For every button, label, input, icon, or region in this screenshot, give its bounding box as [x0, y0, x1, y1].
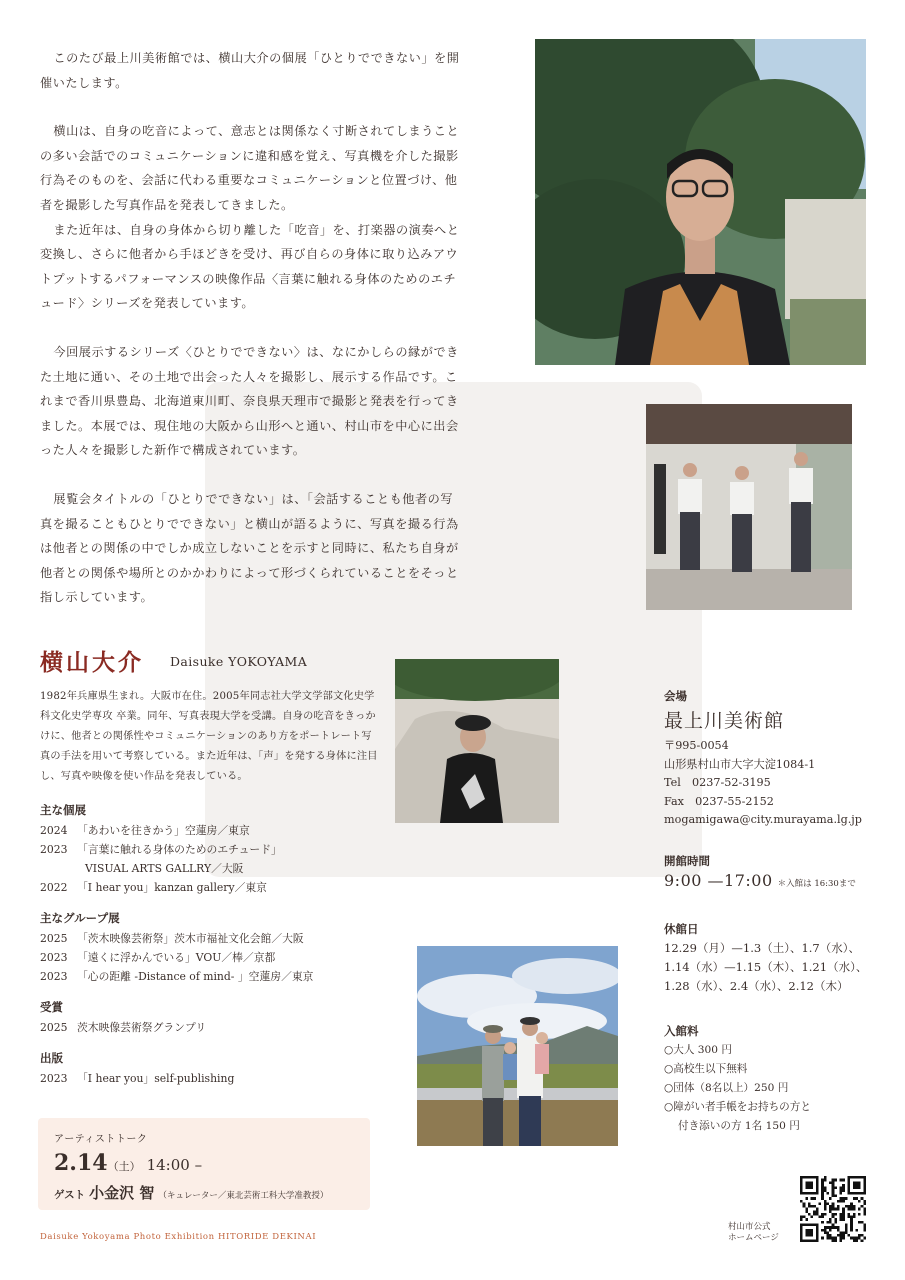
cv-row	[40, 1069, 400, 1088]
talk-label: アーティストトーク	[54, 1134, 148, 1145]
cv-text: 茨木映像芸術祭グランプリ	[77, 1021, 207, 1034]
closed-info	[664, 921, 884, 996]
qr-label	[728, 1222, 779, 1244]
intro-paragraph: 展覧会タイトルの「ひとりでできない」は、「会話することも他者の写真を撮ることもひとりでできない」と横山が語るように、写真を撮る行為は他者との関係の中でしか成立しないことを示すと同時に、私たち自身が他者との関係や場所とのかかわりによって形づくられていることをそっと指し示しています。	[40, 491, 459, 605]
intro-paragraph: このたび最上川美術館では、横山大介の個展「ひとりでできない」を開催いたします。	[40, 51, 460, 90]
venue-name: 最上川美術館	[664, 710, 785, 732]
artist-cv	[40, 802, 400, 1101]
venue-postal: 〒995-0054	[664, 739, 729, 752]
artist-bio: 1982年兵庫県生まれ。大阪市在住。2005年同志社大学文学部文化史学科文化史学専攻 卒業。同年、写真表現大学を受講。自身の吃音をきっかけに、他者との関係性やコミュニケーションのあり方をポートレート写真の手法を用いて考察している。また近年は、「声」を発する身体に注目し、写真や映像を使い作品を発表している。	[40, 691, 378, 782]
fees-info	[664, 1023, 884, 1136]
fees-heading: 入館料	[664, 1024, 699, 1038]
cv-row	[40, 1018, 400, 1037]
cv-year: 2022	[40, 881, 68, 894]
cv-heading: 主な個展	[40, 803, 86, 817]
qr-label-line: 村山市公式	[728, 1222, 771, 1232]
footer-title: Daisuke Yokoyama Photo Exhibition HITORIDE DEKINAI	[40, 1232, 317, 1242]
artist-name-ja: 横山大介	[40, 649, 144, 676]
talk-time: 14:00 –	[146, 1156, 203, 1174]
cv-year: 2025	[40, 932, 68, 945]
cv-row	[40, 840, 400, 859]
talk-dow: （土）	[107, 1160, 141, 1173]
venue-tel: Tel 0237-52-3195	[664, 776, 771, 789]
cv-text: 「心の距離 -Distance of mind- 」空蓮房／東京	[77, 970, 314, 983]
qr-code-icon	[800, 1176, 866, 1242]
venue-info	[664, 688, 884, 830]
cv-text: 「茨木映像芸術祭」茨木市福祉文化会館／大阪	[77, 932, 304, 945]
hours-time: 9:00 —17:00	[664, 871, 773, 890]
artist-talk-box	[38, 1118, 370, 1210]
cv-awards-section	[40, 999, 400, 1037]
cv-text: VISUAL ARTS GALLRY／大阪	[85, 862, 244, 875]
cv-text: 「I hear you」kanzan gallery／東京	[77, 881, 267, 894]
intro-paragraph: 今回展示するシリーズ〈ひとりでできない〉は、なにかしらの縁ができた土地に通い、その土地で出会った人々を撮影し、展示する作品です。これまで香川県豊島、北海道東川町、奈良県天理市で撮影と発表を行ってきました。本展では、現住地の大阪から山形へと通い、村山市を中心に出会った人々を撮影した新作で構成されています。	[40, 344, 459, 458]
artist-photo	[395, 659, 559, 823]
cv-heading: 主なグループ展	[40, 911, 120, 925]
cv-row	[40, 967, 400, 986]
fee-line: ○大人 300 円	[664, 1044, 732, 1056]
cv-pub-section	[40, 1050, 400, 1088]
closed-heading: 休館日	[664, 922, 699, 936]
cv-row	[40, 929, 400, 948]
guest-label: ゲスト	[54, 1189, 86, 1201]
closed-line: 1.28（水）、2.4（水）、2.12（木）	[664, 979, 849, 993]
qr-label-line: ホームページ	[728, 1233, 779, 1243]
cv-year: 2025	[40, 1021, 68, 1034]
venue-email: mogamigawa@city.murayama.lg.jp	[664, 813, 862, 826]
family-photo	[417, 946, 618, 1146]
closed-line: 12.29（月）—1.3（土）、1.7（水）、	[664, 941, 860, 955]
cv-row	[40, 821, 400, 840]
group-photo-garage	[646, 404, 852, 610]
guest-name: 小金沢 智	[89, 1184, 155, 1202]
talk-date: 2.14	[54, 1150, 108, 1176]
qr-code[interactable]	[800, 1176, 866, 1242]
venue-heading: 会場	[664, 689, 687, 703]
cv-text: 「遠くに浮かんでいる」VOU／棒／京都	[77, 951, 276, 964]
guest-note: （キュレーター／東北芸術工科大学准教授）	[158, 1191, 329, 1201]
cv-heading: 出版	[40, 1051, 63, 1065]
cv-year: 2023	[40, 970, 68, 983]
portrait-photo	[535, 39, 866, 365]
cv-year: 2023	[40, 843, 68, 856]
cv-row	[40, 878, 400, 897]
intro-paragraph: また近年は、自身の身体から切り離した「吃音」を、打楽器の演奏へと変換し、さらに他者から手ほどきを受け、再び自らの身体に取り込みアウトプットするパフォーマンスの映像作品〈言葉に触れる身体のためのエチュード〉シリーズを発表しています。	[40, 222, 460, 311]
cv-year: 2023	[40, 1072, 68, 1085]
cv-row	[40, 859, 400, 878]
fee-line: ○障がい者手帳をお持ちの方と	[664, 1101, 811, 1113]
cv-text: 「あわいを往きかう」空蓮房／東京	[77, 824, 250, 837]
cv-year: 2024	[40, 824, 68, 837]
hours-note: ＊入館は 16:30まで	[777, 879, 856, 889]
talk-guest	[54, 1182, 328, 1203]
venue-fax: Fax 0237-55-2152	[664, 794, 774, 808]
cv-year	[40, 859, 77, 878]
cv-text: 「I hear you」self-publishing	[77, 1072, 235, 1085]
hours-heading: 開館時間	[664, 854, 710, 868]
venue-address: 山形県村山市大字大淀1084-1	[664, 757, 816, 771]
cv-text: 「言葉に触れる身体のためのエチュード」	[77, 843, 282, 856]
fee-line-sub: 付き添いの方 1名 150 円	[678, 1120, 800, 1132]
cv-group-section	[40, 910, 400, 986]
talk-datetime	[54, 1150, 202, 1176]
artist-name-en: Daisuke YOKOYAMA	[170, 654, 308, 669]
cv-solo-section	[40, 802, 400, 897]
cv-row	[40, 948, 400, 967]
intro-paragraph: 横山は、自身の吃音によって、意志とは関係なく寸断されてしまうことの多い会話でのコミュニケーションに違和感を覚え、写真機を介した撮影行為そのものを、会話に代わる重要なコミュニケーションと位置づけ、他者を撮影した写真作品を発表してきました。	[40, 124, 460, 212]
cv-year: 2023	[40, 951, 68, 964]
cv-heading: 受賞	[40, 1000, 63, 1014]
intro-text	[40, 46, 460, 610]
hours-info	[664, 853, 884, 890]
fee-line: ○団体（8名以上）250 円	[664, 1082, 789, 1094]
closed-line: 1.14（水）—1.15（木）、1.21（水）、	[664, 960, 868, 974]
fee-line: ○高校生以下無料	[664, 1063, 748, 1075]
